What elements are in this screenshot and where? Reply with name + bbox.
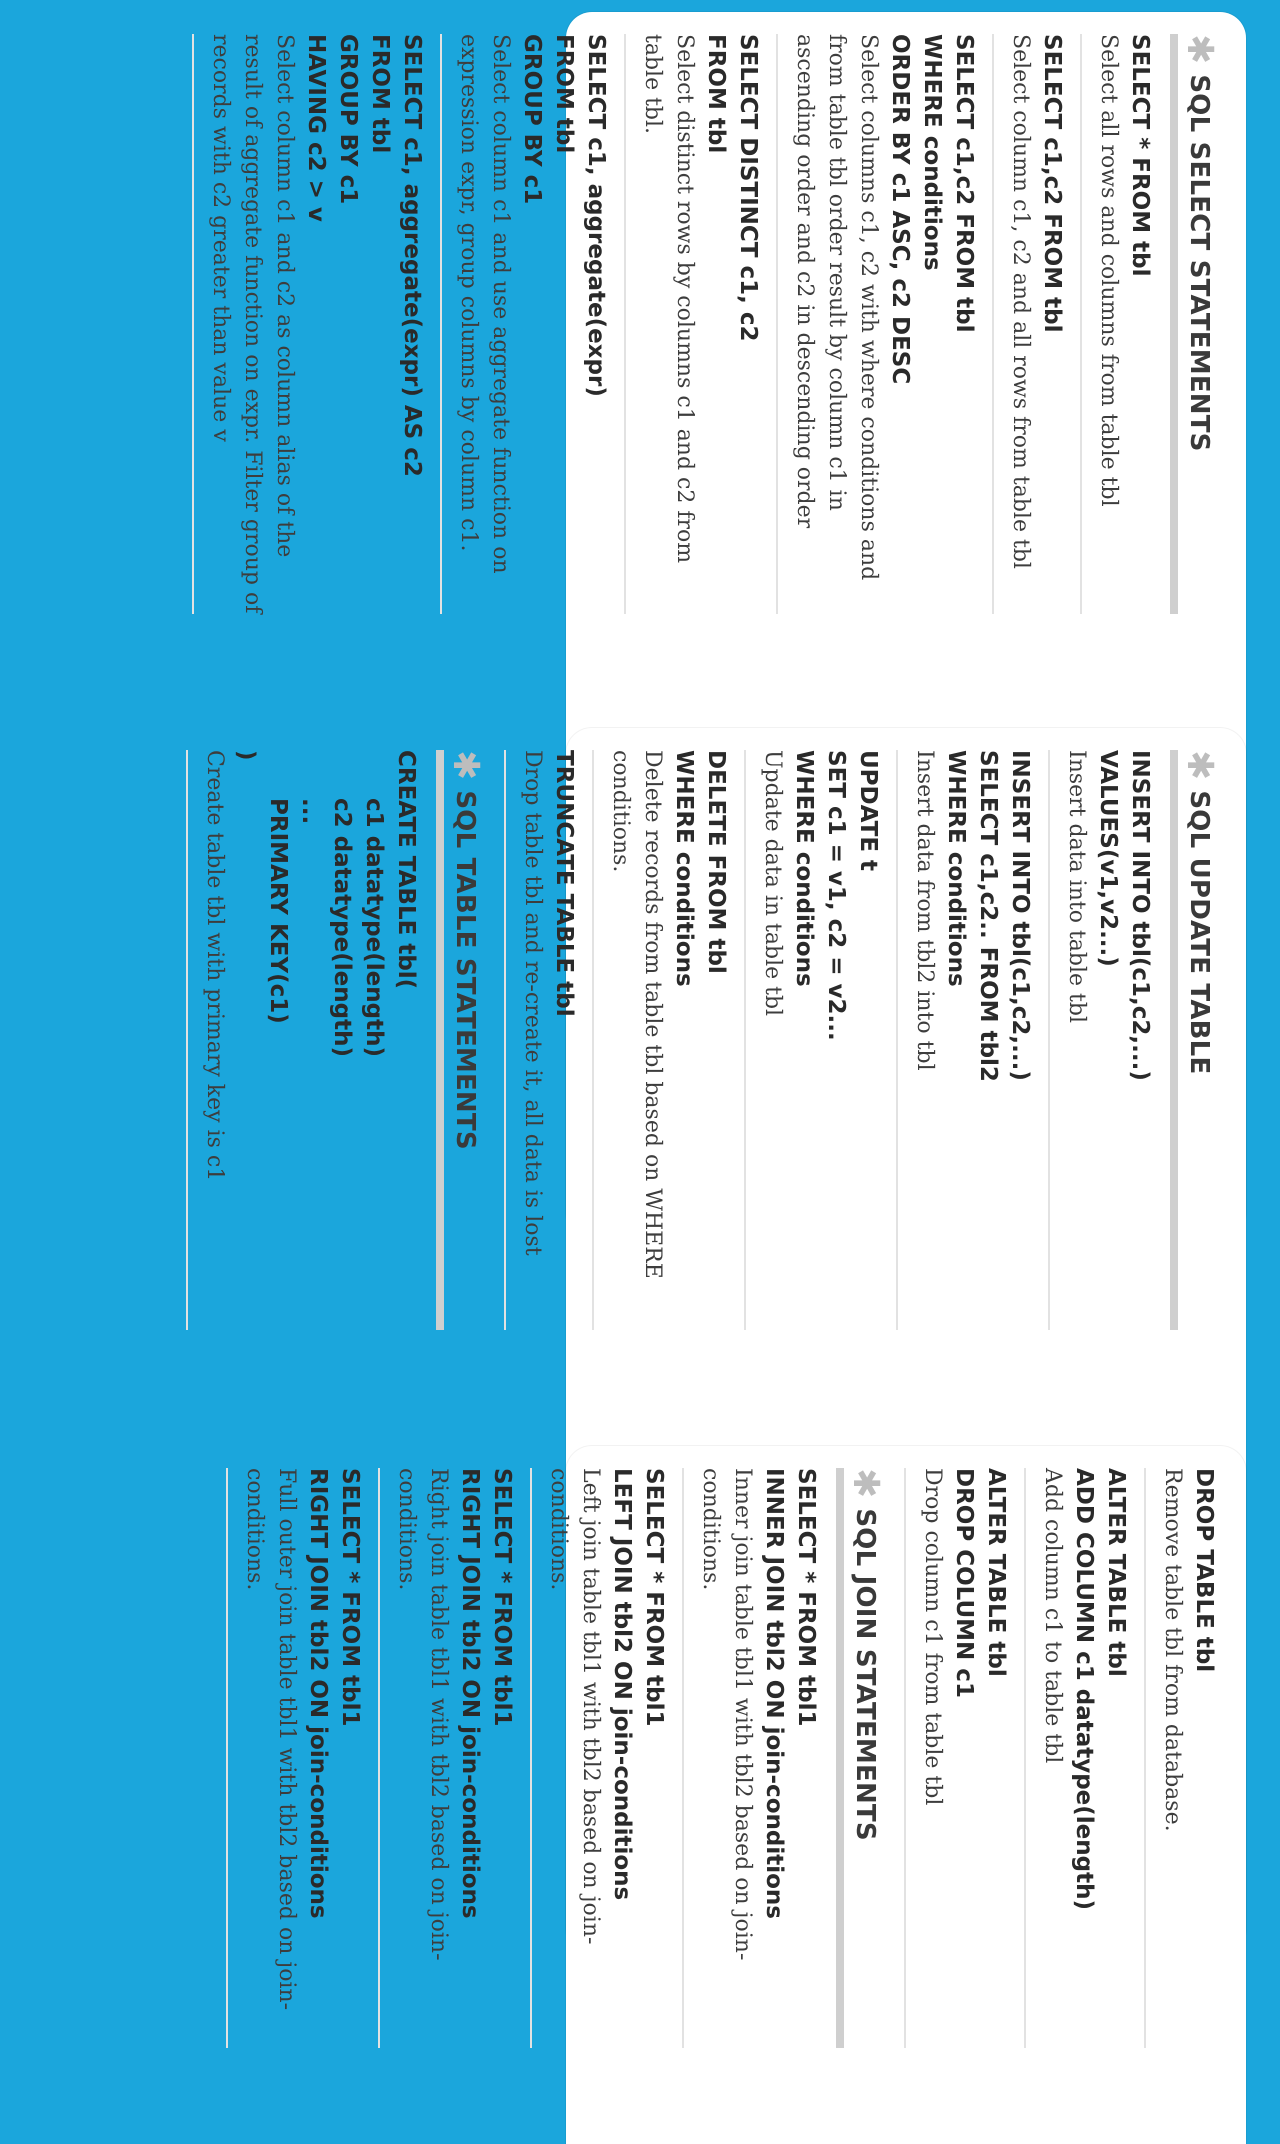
code-line: WHERE conditions xyxy=(791,750,817,987)
code-line: SELECT c1,c2 FROM tbl xyxy=(951,34,977,333)
code-line: c1 datatype(length) xyxy=(361,750,387,1057)
code-line: FROM tbl xyxy=(703,34,729,154)
description: Select all rows and columns from table tbl xyxy=(1096,34,1121,507)
code-line: SELECT * FROM tbl1 xyxy=(489,1468,515,1727)
code-line: WHERE conditions xyxy=(671,750,697,987)
section-heading-update: ✱ SQL UPDATE TABLE xyxy=(1170,750,1220,1330)
code-line: HAVING c2 > v xyxy=(303,34,329,222)
description: Update data in table tbl xyxy=(760,750,785,1017)
entries-select xyxy=(192,34,1156,614)
entry xyxy=(1080,34,1156,614)
code-line: FROM tbl xyxy=(551,34,577,154)
entry xyxy=(1144,1468,1220,2048)
sql-code xyxy=(606,1468,670,2048)
code-line: VALUES(v1,v2...) xyxy=(1095,750,1121,967)
sql-code xyxy=(454,1468,518,2048)
code-line: SELECT c1,c2 FROM tbl xyxy=(1039,34,1065,333)
entry xyxy=(440,34,612,614)
code-line: SET c1 = v1, c2 = v2... xyxy=(823,750,849,1041)
code-line: CREATE TABLE tbl( xyxy=(393,750,419,990)
sql-code xyxy=(668,750,732,1330)
description: Drop table tbl and re-create it, all data is lost xyxy=(520,750,545,1256)
entry xyxy=(904,1468,1012,2048)
code-line: ORDER BY c1 ASC, c2 DESC xyxy=(887,34,913,385)
code-line: ALTER TABLE tbl xyxy=(1103,1468,1129,1677)
code-line: ) xyxy=(233,750,259,761)
code-line: INSERT INTO tbl(c1,c2,...) xyxy=(1007,750,1033,1081)
code-line: TRUNCATE TABLE tbl xyxy=(551,750,577,1017)
entry xyxy=(682,1468,822,2048)
description: Select column c1 and c2 as column alias of the result of aggregate function on expr. Filter group of records with c2 greater than value v xyxy=(208,34,297,614)
code-line: SELECT * FROM tbl1 xyxy=(337,1468,363,1727)
entry xyxy=(504,750,580,1330)
description: Select distinct rows by columns c1 and c2 from table tbl. xyxy=(640,34,697,564)
description: Create table tbl with primary key is c1 xyxy=(202,750,227,1182)
card2-column xyxy=(174,750,1220,1330)
code-line: ALTER TABLE tbl xyxy=(983,1468,1009,1677)
sql-code xyxy=(700,34,764,614)
entries-join xyxy=(226,1468,822,2048)
sql-code xyxy=(548,750,580,1330)
code-line: INNER JOIN tbl2 ON join-conditions xyxy=(761,1468,787,1919)
asterisk-icon: ✱ xyxy=(845,1468,886,1499)
section-heading-select: ✱ SQL SELECT STATEMENTS xyxy=(1170,34,1220,614)
code-line: PRIMARY KEY(c1) xyxy=(265,750,291,1024)
code-line: SELECT * FROM tbl1 xyxy=(793,1468,819,1727)
sql-code xyxy=(1188,1468,1220,2048)
code-line: GROUP BY c1 xyxy=(519,34,545,205)
code-line: DROP TABLE tbl xyxy=(1191,1468,1217,1673)
code-line: DELETE FROM tbl xyxy=(703,750,729,974)
description: Select column c1 and use aggregate function on expression expr, group columns by column c1. xyxy=(456,34,513,574)
code-line: SELECT c1,c2.. FROM tbl2 xyxy=(975,750,1001,1082)
sql-code xyxy=(1036,34,1068,614)
code-line: RIGHT JOIN tbl2 ON join-conditions xyxy=(457,1468,483,1919)
sql-code xyxy=(1124,34,1156,614)
sql-code xyxy=(948,1468,1012,2048)
sql-code xyxy=(1068,1468,1132,2048)
description: Insert data into table tbl xyxy=(1064,750,1089,1024)
description: Select column c1, c2 and all rows from table tbl xyxy=(1008,34,1033,569)
code-line: SELECT * FROM tbl1 xyxy=(641,1468,667,1727)
description: Remove table tbl from database. xyxy=(1160,1468,1185,1832)
entry xyxy=(1048,750,1156,1330)
entry xyxy=(992,34,1068,614)
entries-table-ops xyxy=(904,1468,1220,2048)
entry xyxy=(192,34,428,614)
entry xyxy=(776,34,980,614)
code-line: SELECT * FROM tbl xyxy=(1127,34,1153,277)
entry xyxy=(378,1468,518,2048)
sql-code xyxy=(758,1468,822,2048)
code-line: SELECT c1, aggregate(expr) AS c2 xyxy=(399,34,425,477)
sql-code xyxy=(516,34,612,614)
sql-code xyxy=(1092,750,1156,1330)
asterisk-icon: ✱ xyxy=(445,750,486,781)
entry xyxy=(1024,1468,1132,2048)
entry xyxy=(226,1468,366,2048)
entry xyxy=(530,1468,670,2048)
card1-column xyxy=(180,34,1220,614)
description: Select columns c1, c2 with where conditions and from table tbl order result by column c1 in ascending order and c2 in descending order xyxy=(792,34,881,581)
section-heading-join: ✱ SQL JOIN STATEMENTS xyxy=(836,1468,886,2048)
entry xyxy=(896,750,1036,1330)
sql-code xyxy=(788,750,884,1330)
card3-column xyxy=(214,1468,1220,2048)
description: Add column c1 to table tbl xyxy=(1040,1468,1065,1764)
description: Left join table tbl1 with tbl2 based on join-conditions. xyxy=(546,1468,603,1945)
asterisk-icon: ✱ xyxy=(1179,34,1220,65)
sql-code xyxy=(940,750,1036,1330)
description: Full outer join table tbl1 with tbl2 based on join-conditions. xyxy=(242,1468,299,2011)
code-line: LEFT JOIN tbl2 ON join-conditions xyxy=(609,1468,635,1901)
section-heading-table: ✱ SQL TABLE STATEMENTS xyxy=(436,750,486,1330)
entry xyxy=(624,34,764,614)
code-line: WHERE conditions xyxy=(919,34,945,271)
code-line: INSERT INTO tbl(c1,c2,...) xyxy=(1127,750,1153,1081)
sql-code xyxy=(300,34,428,614)
entry xyxy=(186,750,422,1330)
code-line: c2 datatype(length) xyxy=(329,750,355,1057)
description: Drop column c1 from table tbl xyxy=(920,1468,945,1806)
description: Right join table tbl1 with tbl2 based on join-conditions. xyxy=(394,1468,451,1961)
card-join-statements xyxy=(242,1446,1246,2144)
code-line: FROM tbl xyxy=(367,34,393,154)
code-line: DROP COLUMN c1 xyxy=(951,1468,977,1698)
code-line: UPDATE t xyxy=(855,750,881,872)
sql-code xyxy=(884,34,980,614)
sql-code xyxy=(302,1468,366,2048)
code-line: ... xyxy=(297,750,323,825)
entry xyxy=(744,750,884,1330)
description: Delete records from table tbl based on WHERE conditions. xyxy=(608,750,665,1279)
sql-code xyxy=(230,750,422,1330)
code-line: GROUP BY c1 xyxy=(335,34,361,205)
code-line: SELECT DISTINCT c1, c2 xyxy=(735,34,761,342)
code-line: WHERE conditions xyxy=(943,750,969,987)
entry xyxy=(592,750,732,1330)
description: Inner join table tbl1 with tbl2 based on join-conditions. xyxy=(698,1468,755,1961)
entries-table-statements xyxy=(186,750,422,1330)
code-line: RIGHT JOIN tbl2 ON join-conditions xyxy=(305,1468,331,1919)
code-line: SELECT c1, aggregate(expr) xyxy=(583,34,609,397)
description: Insert data from tbl2 into tbl xyxy=(912,750,937,1071)
code-line: ADD COLUMN c1 datatype(length) xyxy=(1071,1468,1097,1910)
asterisk-icon: ✱ xyxy=(1179,750,1220,781)
entries-update xyxy=(186,750,1156,1330)
